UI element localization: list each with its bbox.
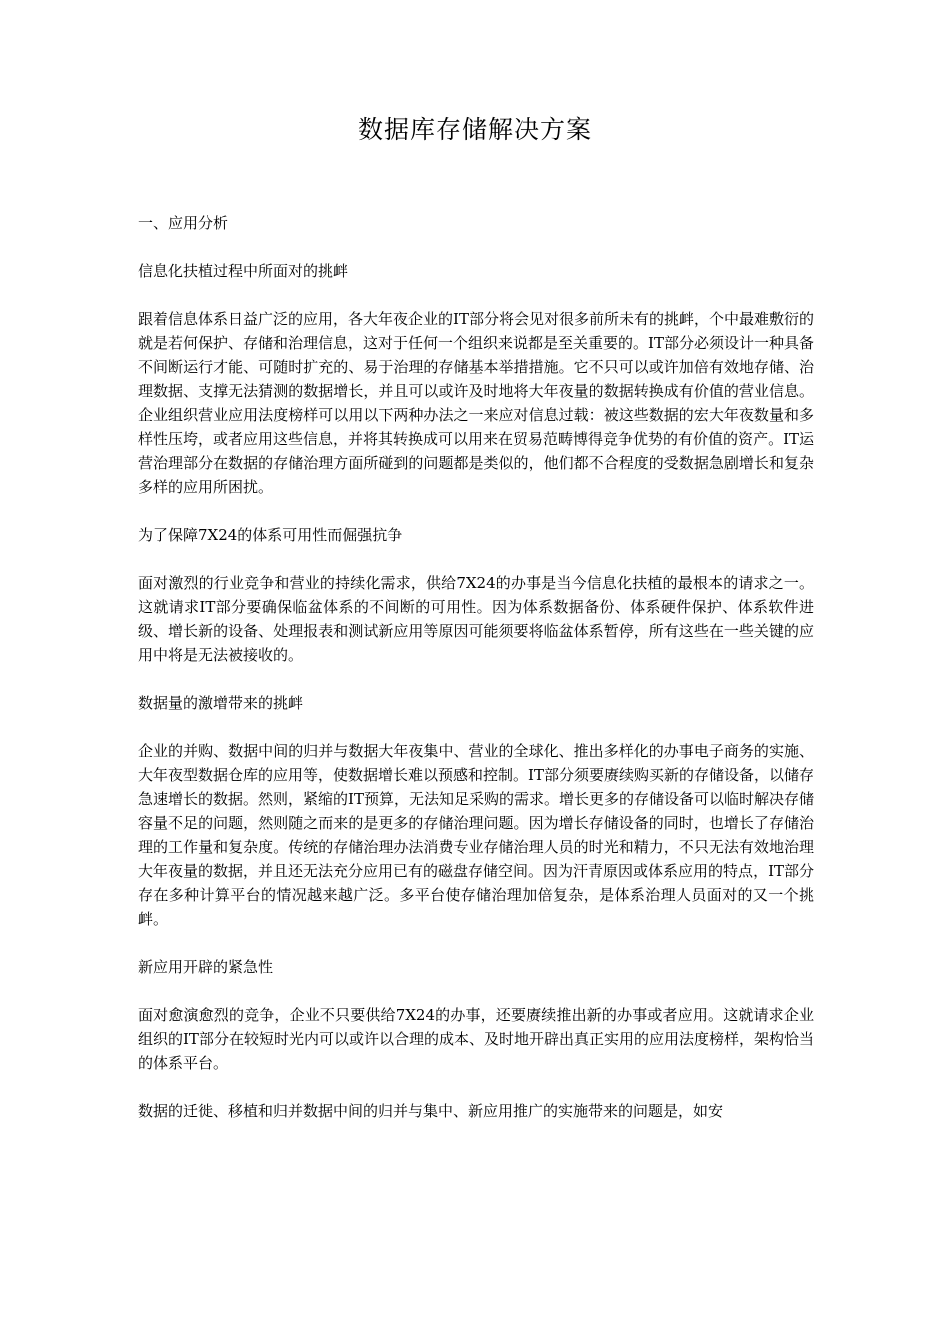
subsection-heading: 为了保障7X24的体系可用性而倔强抗争 [138, 526, 403, 544]
body-paragraph: 数据的迁徙、移植和归并数据中间的归并与集中、新应用推广的实施带来的问题是，如安 [138, 1102, 724, 1120]
body-paragraph: 企业的并购、数据中间的归并与数据大年夜集中、营业的全球化、推出多样化的办事电子商务的实施、大年夜型数据仓库的应用等，使数据增长难以预感和控制。IT部分须要赓续购买新的存储设备，以储存急速增长的数据。然则，紧缩的IT预算，无法知足采购的需求。增长更多的存储设备可以临时解决存储容量不足的问题，然则随之而来的是更多的存储治理问题。因为增长存储设备的同时，也增长了存储治理的工作量和复杂度。传统的存储治理办法消费专业存储治理人员的时光和精力，不只无法有效地治理大年夜量的数据，并且还无法充分应用已有的磁盘存储空间。因为汗青原因或体系应用的特点，IT部分存在多种计算平台的情况越来越广泛。多平台使存储治理加倍复杂，是体系治理人员面对的又一个挑衅。 [138, 742, 814, 928]
subsection-heading: 新应用开辟的紧急性 [138, 958, 274, 976]
subsection-heading: 信息化扶植过程中所面对的挑衅 [138, 262, 349, 280]
document-body [138, 211, 814, 1123]
body-paragraph: 面对激烈的行业竞争和营业的持续化需求，供给7X24的办事是当今信息化扶植的最根本的请求之一。这就请求IT部分要确保临盆体系的不间断的可用性。因为体系数据备份、体系硬件保护、体系软件进级、增长新的设备、处理报表和测试新应用等原因可能须要将临盆体系暂停，所有这些在一些关键的应用中将是无法被接收的。 [138, 574, 814, 664]
section-heading: 一、应用分析 [138, 214, 229, 232]
document-title: 数据库存储解决方案 [357, 115, 592, 144]
body-paragraph: 跟着信息体系日益广泛的应用，各大年夜企业的IT部分将会见对很多前所未有的挑衅，个中最难敷衍的就是若何保护、存储和治理信息，这对于任何一个组织来说都是至关重要的。IT部分必须设计一种具备不间断运行才能、可随时扩充的、易于治理的存储基本举措措施。它不只可以或许加倍有效地存储、治理数据、支撑无法猜测的数据增长，并且可以或许及时地将大年夜量的数据转换成有价值的营业信息。企业组织营业应用法度榜样可以用以下两种办法之一来应对信息过载：被这些数据的宏大年夜数量和多样性压垮，或者应用这些信息，并将其转换成可以用来在贸易范畴博得竞争优势的有价值的资产。IT运营治理部分在数据的存储治理方面所碰到的问题都是类似的，他们都不合程度的受数据急剧增长和复杂多样的应用所困扰。 [138, 310, 814, 496]
subsection-heading: 数据量的激增带来的挑衅 [138, 694, 304, 712]
body-paragraph: 面对愈演愈烈的竞争，企业不只要供给7X24的办事，还要赓续推出新的办事或者应用。这就请求企业组织的IT部分在较短时光内可以或许以合理的成本、及时地开辟出真正实用的应用法度榜样，架构恰当的体系平台。 [138, 1006, 814, 1072]
